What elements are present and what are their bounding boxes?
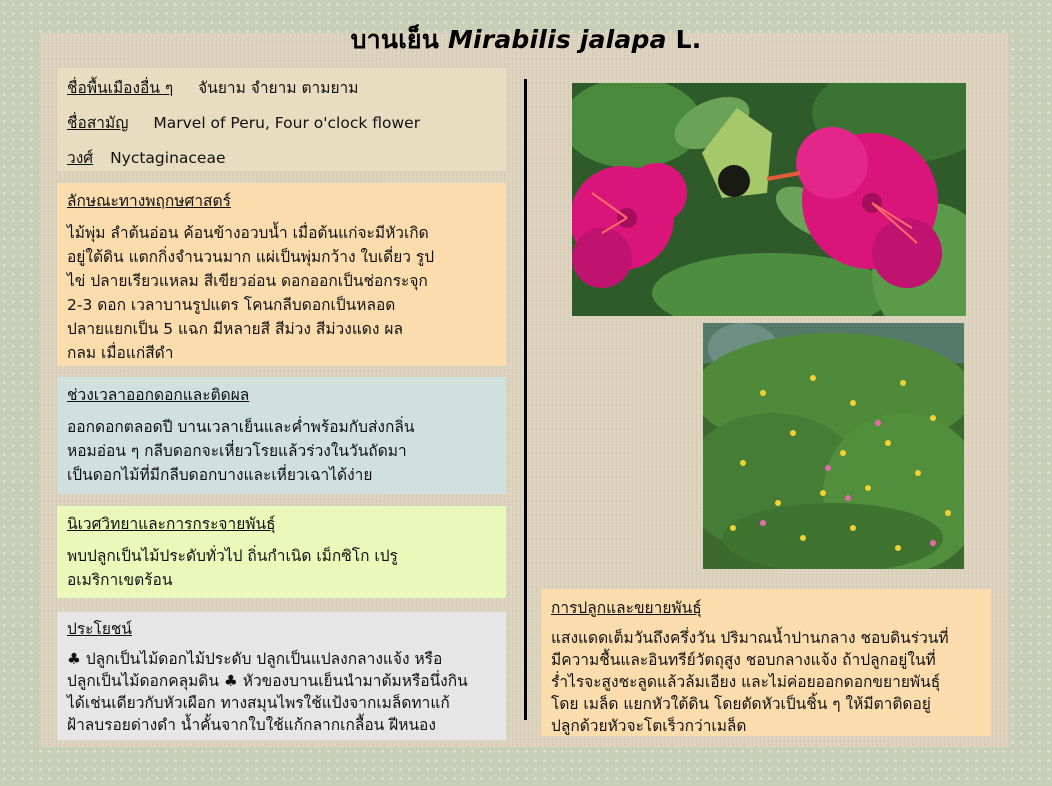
botany-box <box>57 183 506 366</box>
family-label: วงศ์ <box>67 149 94 167</box>
local-names-value: จันยาม จำยาม ตามยาม <box>198 79 359 97</box>
common-name-row <box>67 107 496 142</box>
propagation-box <box>541 589 991 736</box>
uses-line: ปลูกเป็นไม้ดอกคลุมดิน ♣ หัวของบานเย็นนำมาต้มหรือนึ่งกิน <box>67 672 468 690</box>
botany-heading: ลักษณะทางพฤกษศาสตร์ <box>67 192 231 210</box>
uses-line: ฝ้าลบรอยด่างดำ น้ำคั้นจากใบใช้แก้กลากเกลื้อน ฝีหนอง <box>67 716 436 734</box>
common-name-label: ชื่อสามัญ <box>67 114 129 132</box>
names-box <box>57 68 506 171</box>
propagation-line: ร่ำไรจะสูงชะลูดแล้วล้มเอียง และไม่ค่อยออกดอกขยายพันธุ์ <box>551 673 941 691</box>
propagation-line: ปลูกด้วยหัวจะโตเร็วกว่าเมล็ด <box>551 717 747 735</box>
ecology-line: พบปลูกเป็นไม้ประดับทั่วไป ถิ่นกำเนิด เม็กซิโก เปรู <box>67 547 398 565</box>
title-author: L. <box>675 25 702 54</box>
flowering-line: ออกดอกตลอดปี บานเวลาเย็นและค่ำพร้อมกับส่งกลิ่น <box>67 418 415 436</box>
flowering-line: เป็นดอกไม้ที่มีกลีบดอกบางและเหี่ยวเฉาได้ง่าย <box>67 466 373 484</box>
flowering-box <box>57 377 506 494</box>
common-name-value: Marvel of Peru, Four o'clock flower <box>153 114 421 132</box>
ecology-heading: นิเวศวิทยาและการกระจายพันธุ์ <box>67 515 276 533</box>
propagation-heading: การปลูกและขยายพันธุ์ <box>551 599 702 617</box>
column-divider <box>524 79 527 720</box>
botany-line: กลม เมื่อแก่สีดำ <box>67 344 174 362</box>
propagation-line: แสงแดดเต็มวันถึงครึ่งวัน ปริมาณน้ำปานกลาง ชอบดินร่วนที่ <box>551 629 949 647</box>
title-scientific-name: Mirabilis jalapa <box>447 25 667 54</box>
uses-box <box>57 612 506 740</box>
botany-line: ไข่ ปลายเรียวแหลม สีเขียวอ่อน ดอกออกเป็นช่อกระจุก <box>67 272 428 290</box>
local-names-label: ชื่อพื้นเมืองอื่น ๆ <box>67 79 174 97</box>
botany-line: ไม้พุ่ม ลำต้นอ่อน ค้อนข้างอวบน้ำ เมื่อต้นแก่จะมีหัวเกิด <box>67 224 429 242</box>
ecology-line: อเมริกาเขตร้อน <box>67 571 173 589</box>
botany-line: 2-3 ดอก เวลาบานรูปแตร โคนกลีบดอกเป็นหลอด <box>67 296 396 314</box>
propagation-line: มีความชื้นและอินทรีย์วัตถุสูง ชอบกลางแจ้ง ถ้าปลูกอยู่ในที่ <box>551 651 936 669</box>
page-title <box>0 20 1052 60</box>
flowering-line: หอมอ่อน ๆ กลีบดอกจะเหี่ยวโรยแล้วร่วงในวันถัดมา <box>67 442 407 460</box>
ecology-box <box>57 506 506 598</box>
botany-line: ปลายแยกเป็น 5 แฉก มีหลายสี สีม่วง สีม่วงแดง ผล <box>67 320 403 338</box>
propagation-line: โดย เมล็ด แยกหัวใต้ดิน โดยตัดหัวเป็นชิ้น ๆ ให้มีตาติดอยู่ <box>551 695 931 713</box>
shrub-photo <box>703 323 964 569</box>
botany-line: อยู่ใต้ดิน แตกกิ่งจำนวนมาก แผ่เป็นพุ่มกว้าง ใบเดี่ยว รูป <box>67 248 435 266</box>
family-row <box>67 142 496 177</box>
uses-line: ♣ ปลูกเป็นไม้ดอกไม้ประดับ ปลูกเป็นแปลงกลางแจ้ง หรือ <box>67 650 443 668</box>
local-names-row <box>67 72 496 107</box>
flowering-heading: ช่วงเวลาออกดอกและติดผล <box>67 386 250 404</box>
family-value: Nyctaginaceae <box>110 149 226 167</box>
uses-heading: ประโยชน์ <box>67 620 133 638</box>
uses-line: ได้เช่นเดียวกับหัวเผือก ทางสมุนไพรใช้แป้งจากเมล็ดทาแก้ <box>67 694 450 712</box>
flower-closeup-photo <box>572 83 966 316</box>
title-thai: บานเย็น <box>350 25 440 54</box>
